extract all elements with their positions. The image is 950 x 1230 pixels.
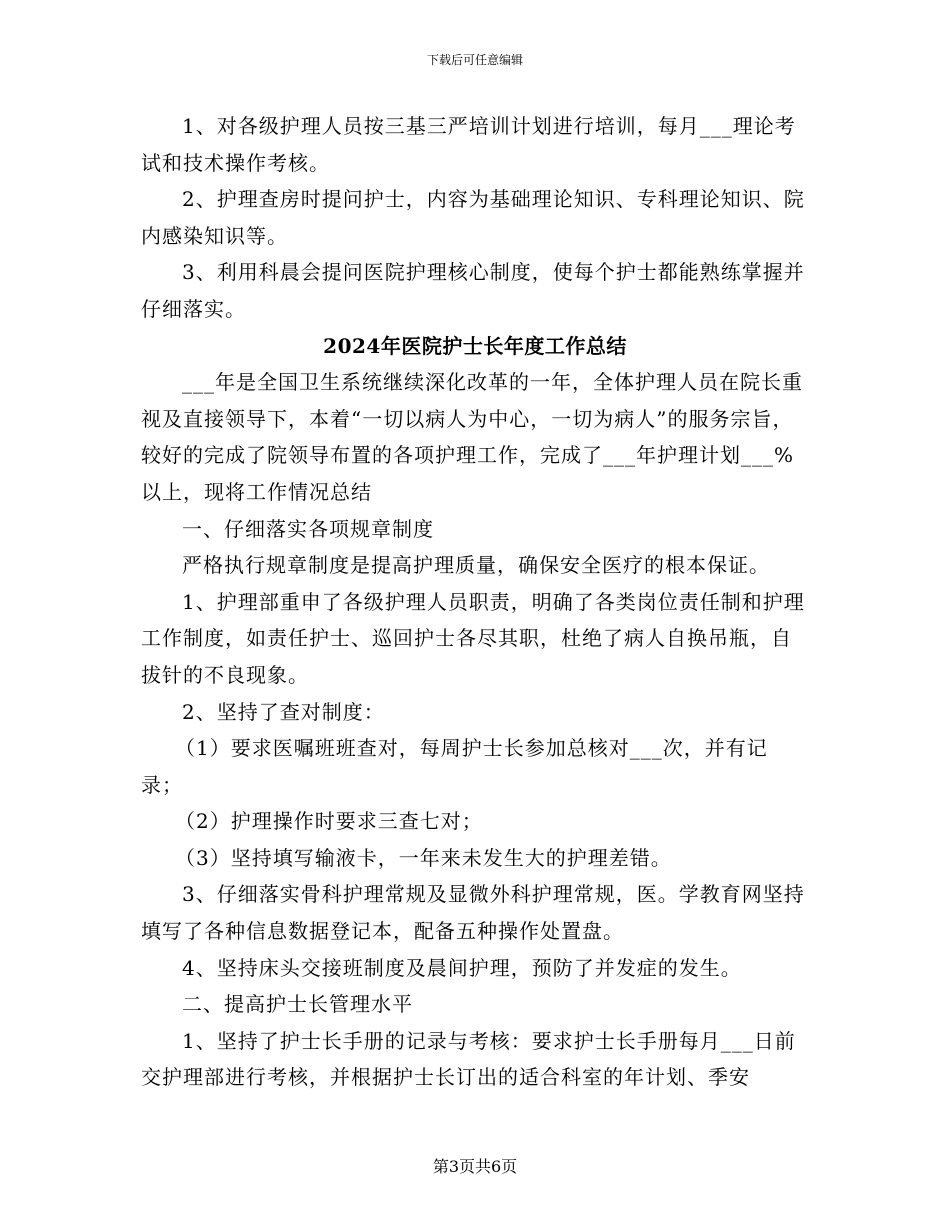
paragraph-head-nurse-manual: 1、坚持了护士长手册的记录与考核：要求护士长手册每月___日前交护理部进行考核，并根据护士长订出的适合科室的年计划、季安: [141, 1028, 796, 1090]
document-body: [141, 108, 809, 1096]
sub-item-2: （2）护理操作时要求三查七对；: [175, 809, 483, 834]
paragraph-intro: ___年是全国卫生系统继续深化改革的一年，全体护理人员在院长重视及直接领导下，本着“一切以病人为中心，一切为病人”的服务宗旨，较好的完成了院领导布置的各项护理工作，完成了___年护理计划___%以上，现将工作情况总结: [141, 370, 803, 504]
paragraph-training: 1、对各级护理人员按三基三严培训计划进行培训，每月___理论考试和技术操作考核。: [141, 114, 796, 175]
paragraph-orthopedics: 3、仔细落实骨科护理常规及显微外科护理常规，医。学教育网坚持填写了各种信息数据登记本，配备五种操作处置盘。: [141, 882, 805, 944]
paragraph-check-system: 2、坚持了查对制度：: [182, 699, 385, 724]
section-heading-1: 一、仔细落实各项规章制度: [182, 516, 434, 541]
paragraph-rules: 严格执行规章制度是提高护理质量，确保安全医疗的根本保证。: [182, 553, 770, 578]
page-number: 第3页共6页: [432, 1157, 518, 1176]
sub-item-1: （1）要求医嘱班班查对，每周护士长参加总核对___次，并有记录；: [141, 736, 768, 797]
sub-item-3: （3）坚持填写输液卡，一年来未发生大的护理差错。: [175, 845, 672, 870]
document-title: 2024年医院护士长年度工作总结: [323, 333, 627, 358]
paragraph-duties: 1、护理部重申了各级护理人员职责，明确了各类岗位责任制和护理工作制度，如责任护士、巡回护士各尽其职，杜绝了病人自换吊瓶，自拔针的不良现象。: [141, 589, 805, 687]
paragraph-morning-meeting: 3、利用科晨会提问医院护理核心制度，使每个护士都能熟练掌握并仔细落实。: [141, 260, 805, 321]
paragraph-ward-round: 2、护理查房时提问护士，内容为基础理论知识、专科理论知识、院内感染知识等。: [141, 187, 805, 248]
section-heading-2: 二、提高护士长管理水平: [182, 992, 413, 1017]
paragraph-handover: 4、坚持床头交接班制度及晨间护理，预防了并发症的发生。: [182, 955, 742, 980]
page-header-note: 下载后可任意编辑: [426, 53, 523, 67]
